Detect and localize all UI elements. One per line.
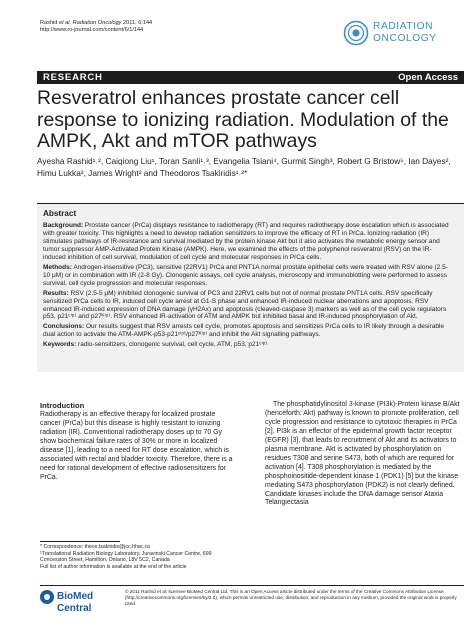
journal-logo <box>343 18 463 58</box>
abstract-box <box>37 203 464 372</box>
logo-line-1: RADIATION <box>373 21 434 32</box>
author-line-2: Himu Lukka², James Wright² and Theodoros Tsakiridis¹˒²* <box>37 167 248 178</box>
article-type-label: RESEARCH <box>43 72 103 83</box>
citation-journal: Radiation Oncology <box>71 20 122 26</box>
abstract-body <box>43 222 453 351</box>
abstract-heading: Abstract <box>43 209 77 218</box>
methods-text: Androgen-insensitive (PC3), sensitive (22RV1) PrCa and PNT1A normal prostate epithelial cells were treated with RSV alone (2.5-10 μM) or in combination with IR (2-8 Gy). Clonogenic assays, cell cycle analysis, microscopy and immunoblotting were performed to assess survival, cell cycle progression and molecular responses. <box>43 263 448 287</box>
journal-logo-text <box>373 21 437 45</box>
footnotes <box>40 544 236 570</box>
author-list <box>37 156 467 179</box>
logo-line-2: ONCOLOGY <box>373 33 437 44</box>
open-access-label: Open Access <box>398 72 458 83</box>
affiliation-note: ¹Translational Radiation Biology Laboratory, Juravinski Cancer Centre, 699 <box>40 550 212 557</box>
methods-label: Methods: <box>43 263 72 271</box>
abstract-results <box>43 290 453 322</box>
background-label: Background: <box>43 222 84 229</box>
author-line-1: Ayesha Rashid¹˒², Caiqiong Liu¹, Toran Sanli¹˒³, Evangelia Tsiani⁴, Gurmit Singh³, Robert G Bristow⁵, Ian Dayes², <box>37 156 451 166</box>
author-info-note: Full list of author information is available at the end of the article <box>40 563 187 570</box>
article-title: Resveratrol enhances prostate cancer cell response to ionizing radiation. Modulation of the AMPK, Akt and mTOR pathways <box>37 87 449 152</box>
keywords-label: Keywords: <box>43 341 77 349</box>
introduction-paragraph-2: The phosphatidylinositol 3-kinase (PI3k)-Protein kinase B/Akt (henceforth: Akt) pathway is known to promote proliferation, cell cycle progression and resistance to cytotoxic therapies in PrCa [2]. PI3k is an effector of the epidermal growth factor receptor (EGFR) [3], that leads to recruitment of Akt and its activators to plasma membrane. Akt is activated by phosphorylation on residues T308 and serine S473, both of which are required for activation [4]. T308 phosphorylation is mediated by the phosphoinositide-dependent kinase 1 (PDK1) [5] but the kinase mediating S473 phosphorylation (PDK2) is not clearly defined. Candidate kinases include the DNA damage sensor Ataxia Telangiectasia <box>265 401 460 507</box>
correspondence-note: * Correspondence: theos.tsakiridis@jcc.hhsc.ca <box>40 544 150 550</box>
citation-line-1 <box>40 20 152 27</box>
abstract-keywords <box>43 341 453 349</box>
citation-volume: 2011, 6:144 <box>121 20 153 26</box>
abstract-background <box>43 222 453 262</box>
footnote-divider <box>40 541 120 542</box>
citation-authors: Rashid <box>40 20 59 26</box>
introduction-paragraph-1: Radiotherapy is an effective therapy for localized prostate cancer (PrCa) but this disease is highly resistant to ionizing radiation (IR). Conventional radiotherapy doses up to 70 Gy show biochemical failure rates of 30% or more in localized disease [1], leading to a need for RT dose escalation, which is associated with rectal and bladder toxicity. Therefore, there is a need for rational development of effective radiosensitizers for PrCa. <box>40 411 233 481</box>
introduction-left-column <box>40 411 236 483</box>
publisher-logo <box>40 589 122 614</box>
affiliation-address: Concession Street, Hamilton, Ontario, L8V 5C2, Canada <box>40 557 170 564</box>
citation-etal: et al. <box>58 20 72 26</box>
publisher-name: BioMed Central <box>57 591 94 614</box>
article-citation <box>40 20 152 35</box>
radiation-logo-icon <box>343 20 369 46</box>
abstract-conclusions <box>43 323 453 339</box>
license-statement: © 2011 Rashid et al; licensee BioMed Central Ltd. This is an Open Access article distributed under the terms of the Creative Commons Attribution License (http://creativecommons.org/licenses/by/2.0), which permits unrestricted use, distribution, and reproduction in any medium, provided the original work is properly cited. <box>125 589 457 606</box>
biomed-central-logo-icon <box>40 590 54 604</box>
results-text: RSV (2.5-5 μM) inhibited clonogenic survival of PC3 and 22RV1 cells but not of normal prostate PNT1A cells. RSV specifically sensitized PrCa cells to IR, induced cell cycle arrest at G1-S phase and enhanced IR-induced nuclear aberrations and apoptosis. RSV enhanced IR-induced expression of DNA damage (γH2Ax) and apoptosis (cleaved-caspase 3) markers as well as of the cell cycle regulators p53, p21ᶜⁱᵖ¹ and p27ᴷⁱᵖ¹. RSV enhanced IR-activation of ATM and AMPK but inhibited basal and IR-induced phosphorylation of Akt. <box>43 289 447 321</box>
results-label: Results: <box>43 289 69 297</box>
citation-url[interactable]: http://www.ro-journal.com/content/6/1/144 <box>40 27 144 34</box>
conclusions-text: Our results suggest that RSV arrests cell cycle, promotes apoptosis and sensitizes PrCa cells to IR likely through a desirable dual action to activate the ATM-AMPK-p53-p21ᶜⁱᵖ¹/p27ᴷⁱᵖ¹ and inhibit the Akt signalling pathways. <box>43 323 444 339</box>
introduction-heading: Introduction <box>40 401 85 410</box>
article-type-banner <box>37 71 464 84</box>
conclusions-label: Conclusions: <box>43 323 85 331</box>
background-text: Prostate cancer (PrCa) displays resistance to radiotherapy (RT) and requires radiotherapy dose escalation which is associated with greater toxicity. This highlights a need to develop radiation sensitizers to improve the efficacy of RT in PrCa. Ionizing radiation (IR) stimulates pathways of IR-resistance and survival mediated by the protein kinase Akt but it also activates the metabolic energy sensor and tumor suppressor AMP-Activated Protein Kinase (AMPK). Here, we examined the effects of the polyphenol resveratrol (RSV) on the IR-induced inhibition of cell survival, modulation of cell cycle and molecular responses in PrCa cells. <box>43 222 449 261</box>
introduction-right-column <box>265 401 461 508</box>
keywords-text: radio-sensitizers, clonogenic survival, cell cycle, ATM, p53, p21ᶜⁱᵖ¹ <box>76 341 268 349</box>
page-footer-divider <box>40 585 464 586</box>
abstract-methods <box>43 264 453 288</box>
